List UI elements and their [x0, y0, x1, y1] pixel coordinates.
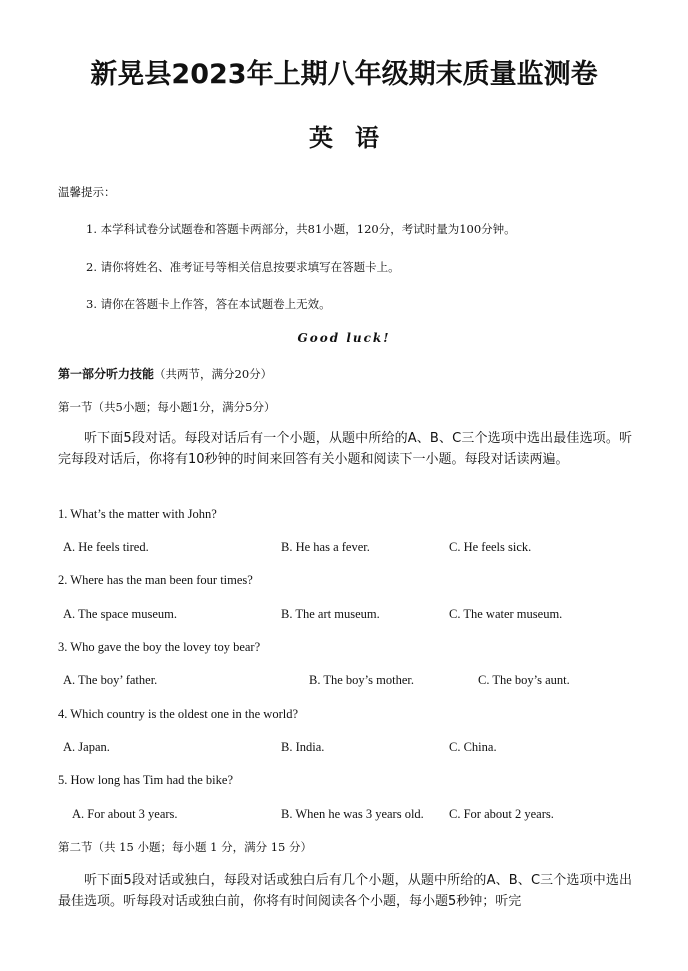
question-5-option-a: A. For about 3 years. [72, 807, 178, 821]
question-2-option-b: B. The art museum. [281, 607, 380, 621]
question-1-option-a: A. He feels tired. [63, 540, 149, 554]
tips-label: 温馨提示： [58, 185, 116, 199]
question-5-option-c: C. For about 2 years. [449, 807, 554, 821]
question-4-option-c: C. China. [449, 740, 497, 754]
question-5-stem: 5. How long has Tim had the bike? [58, 773, 233, 787]
question-2-option-a: A. The space museum. [63, 607, 177, 621]
tip-item-3: 3. 请你在答题卡上作答，答在本试题卷上无效。 [86, 297, 331, 311]
question-1-stem: 1. What’s the matter with John? [58, 507, 217, 521]
question-3-option-c: C. The boy’s aunt. [478, 673, 570, 687]
tip-item-1: 1. 本学科试卷分试题卷和答题卡两部分，共81小题，120分，考试时量为100分钟。 [86, 222, 516, 236]
question-2-option-c: C. The water museum. [449, 607, 563, 621]
section2-heading: 第二节（共 15 小题；每小题 1 分，满分 15 分） [58, 840, 313, 854]
question-3-option-b: B. The boy’s mother. [309, 673, 414, 687]
part1-heading-note: （共两节，满分20分） [154, 367, 273, 381]
question-3-option-a: A. The boy’ father. [63, 673, 158, 687]
part1-heading: 第一部分听力技能 [58, 367, 155, 381]
question-4-stem: 4. Which country is the oldest one in the world? [58, 707, 298, 721]
subject-title: 英语 [309, 124, 401, 152]
part1-heading-line [58, 366, 272, 382]
question-2-stem: 2. Where has the man been four times? [58, 573, 253, 587]
question-1-option-c: C. He feels sick. [449, 540, 532, 554]
section1-instructions: 听下面5段对话。每段对话后有一个小题，从题中所给的A、B、C三个选项中选出最佳选项。听完每段对话后，你将有10秒钟的时间来回答有关小题和阅读下一小题。每段对话读两遍。 [58, 431, 632, 467]
section1-heading: 第一节（共5小题；每小题1分，满分5分） [58, 400, 276, 414]
question-3-stem: 3. Who gave the boy the lovey toy bear? [58, 640, 261, 654]
exam-title: 新晃县2023年上期八年级期末质量监测卷 [90, 59, 598, 90]
question-4-option-b: B. India. [281, 740, 325, 754]
tip-item-2: 2. 请你将姓名、准考证号等相关信息按要求填写在答题卡上。 [86, 260, 400, 274]
question-4-option-a: A. Japan. [63, 740, 110, 754]
good-luck-motto: Good luck! [297, 331, 391, 345]
question-1-option-b: B. He has a fever. [281, 540, 370, 554]
section2-instructions: 听下面5段对话或独白，每段对话或独白后有几个小题，从题中所给的A、B、C三个选项中选出最佳选项。听每段对话或独白前，你将有时间阅读各个小题，每小题5秒钟；听完 [58, 873, 632, 909]
question-5-option-b: B. When he was 3 years old. [281, 807, 424, 821]
